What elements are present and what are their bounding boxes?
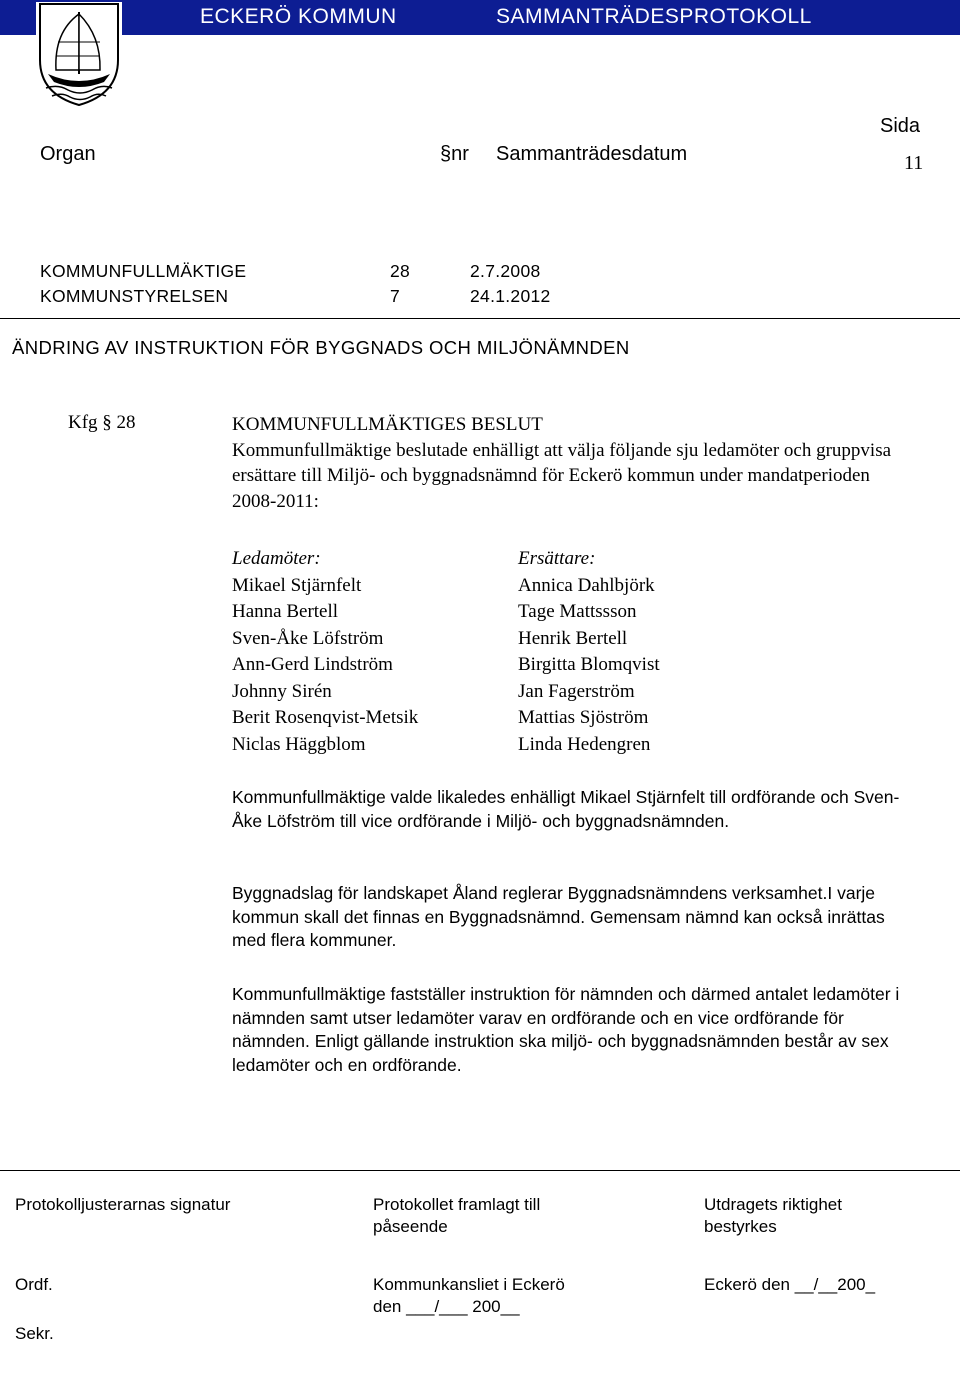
decision-heading: KOMMUNFULLMÄKTIGES BESLUT xyxy=(232,414,543,435)
meeting-organ: KOMMUNSTYRELSEN xyxy=(40,286,229,306)
header-bar xyxy=(0,0,960,35)
paragraph: Kommunfullmäktige fastställer instruktion för nämnden och därmed antalet ledamöter i nämnden samt utser ledamöter varav en ordförande och en vice ordförande för nämnden. Enligt gällande instruktion ska miljö- och byggnadsnämnden består av sex ledamöter och en ordförande. xyxy=(232,984,900,1075)
list-item: Henrik Bertell xyxy=(518,627,628,649)
kansli-block xyxy=(373,1274,565,1318)
page-number: 11 xyxy=(904,152,924,174)
meeting-date-label: Sammanträdesdatum xyxy=(496,143,688,165)
page-label: Sida xyxy=(880,115,921,137)
list-item: Mattias Sjöström xyxy=(518,707,649,728)
municipality-name: ECKERÖ KOMMUN xyxy=(200,5,397,28)
list-item: Birgitta Blomqvist xyxy=(518,654,660,675)
signature-col-header: Protokolljusterarnas signatur xyxy=(15,1195,231,1214)
paragraph: Byggnadslag för landskapet Åland reglerar Byggnadsnämndens verksamhet.I varje kommun skall det finnas en Byggnadsnämnd. Gemensam nämnd kan också inrättas med flera kommuner. xyxy=(232,883,885,950)
paragraph: Kommunfullmäktige valde likaledes enhälligt Mikael Stjärnfelt till ordförande och Sven-Åke Löfström till vice ordförande i Miljö- och byggnadsnämnden. xyxy=(232,787,900,831)
meeting-section: 7 xyxy=(390,286,401,306)
members-list xyxy=(232,546,418,758)
organ-label: Organ xyxy=(40,143,96,165)
coat-of-arms-logo xyxy=(36,2,122,107)
page-title: ÄNDRING AV INSTRUKTION FÖR BYGGNADS OCH MILJÖNÄMNDEN xyxy=(12,337,630,358)
list-item: Berit Rosenqvist-Metsik xyxy=(232,707,419,728)
certify-col-header xyxy=(704,1194,842,1238)
list-item: Jan Fagerström xyxy=(518,680,635,702)
list-item: Sven-Åke Löfström xyxy=(232,627,384,649)
posted-col-header xyxy=(373,1194,540,1238)
decision-text: Kommunfullmäktige beslutade enhälligt att välja följande sju ledamöter och gruppvisa ersättare till Miljö- och byggnadsnämnd för Eckerö kommun under mandatperioden 2008-2011: xyxy=(232,439,892,512)
kansli-date-line: den ___/___ 200__ xyxy=(373,1297,520,1316)
substitutes-list xyxy=(518,546,660,758)
meeting-date: 2.7.2008 xyxy=(470,261,541,281)
substitutes-heading: Ersättare: xyxy=(518,548,596,569)
header-divider xyxy=(0,318,960,319)
decision-block xyxy=(232,412,892,514)
list-item: Linda Hedengren xyxy=(518,733,651,755)
list-item: Tage Mattssson xyxy=(518,601,637,622)
meeting-organ: KOMMUNFULLMÄKTIGE xyxy=(40,261,247,281)
members-heading: Ledamöter: xyxy=(232,548,321,569)
list-item: Niclas Häggblom xyxy=(232,733,366,755)
posted-header-line: Protokollet framlagt till xyxy=(373,1195,541,1214)
list-item: Annica Dahlbjörk xyxy=(518,574,655,596)
certify-header-line: Utdragets riktighet xyxy=(704,1195,842,1214)
kansli-line: Kommunkansliet i Eckerö xyxy=(373,1275,565,1294)
list-item: Hanna Bertell xyxy=(232,601,339,622)
decision-reference: Kfg § 28 xyxy=(68,412,136,433)
document-type: SAMMANTRÄDESPROTOKOLL xyxy=(496,5,812,28)
list-item: Mikael Stjärnfelt xyxy=(232,574,362,596)
section-label: §nr xyxy=(440,143,469,165)
certify-header-line: bestyrkes xyxy=(704,1217,777,1236)
footer-divider xyxy=(0,1170,960,1171)
meeting-date: 24.1.2012 xyxy=(470,286,551,306)
certify-date-line: Eckerö den __/__200_ xyxy=(704,1275,876,1294)
list-item: Ann-Gerd Lindström xyxy=(232,654,393,675)
posted-header-line: påseende xyxy=(373,1217,448,1236)
list-item: Johnny Sirén xyxy=(232,680,332,702)
meeting-section: 28 xyxy=(390,261,411,281)
secretary-signature-label: Sekr. xyxy=(15,1324,54,1343)
chair-signature-label: Ordf. xyxy=(15,1275,53,1294)
